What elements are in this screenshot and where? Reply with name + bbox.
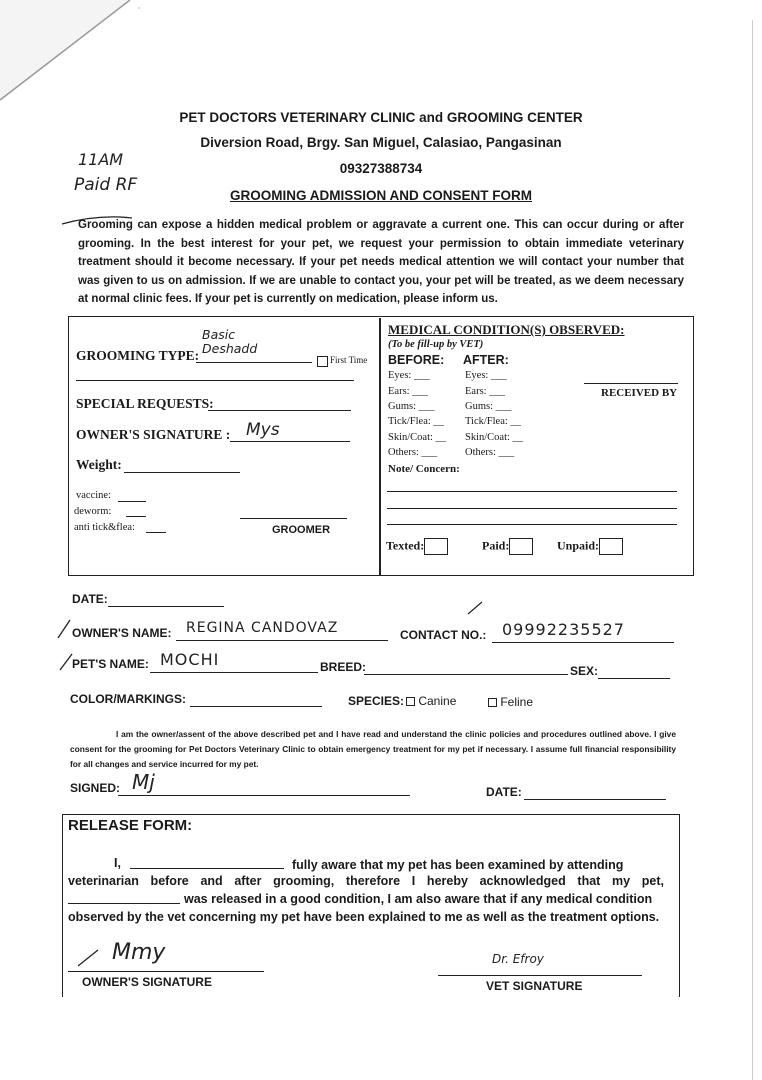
contact-value: 09992235527 xyxy=(502,620,625,639)
pets-name-value: MOCHI xyxy=(160,650,220,669)
after-others: Others: ___ xyxy=(465,447,515,458)
tick-mark-owner xyxy=(56,618,74,640)
first-time-checkbox[interactable] xyxy=(317,353,328,371)
contact-line[interactable] xyxy=(492,642,674,643)
form-title: GROOMING ADMISSION AND CONSENT FORM xyxy=(230,188,532,203)
contact-label: CONTACT NO.: xyxy=(400,628,487,642)
pets-name-label: PET'S NAME: xyxy=(72,657,149,671)
special-requests-label: SPECIAL REQUESTS: xyxy=(76,396,214,411)
owner-signature-line[interactable] xyxy=(230,441,350,442)
deworm-label: deworm: xyxy=(74,506,112,517)
release-name-line[interactable] xyxy=(130,868,284,869)
feline-checkbox[interactable] xyxy=(488,698,497,707)
breed-line[interactable] xyxy=(364,674,568,675)
release-i-label: I, xyxy=(114,856,121,870)
clinic-phone: 09327388734 xyxy=(339,161,423,176)
release-owner-signature-label: OWNER'S SIGNATURE xyxy=(82,975,212,989)
clinic-name: PET DOCTORS VETERINARY CLINIC and GROOMING CENTER xyxy=(179,110,583,125)
before-others: Others: ___ xyxy=(388,447,438,458)
species-label: SPECIES: xyxy=(348,694,405,708)
after-gums: Gums: ___ xyxy=(465,401,512,412)
paid-label: Paid: xyxy=(482,538,510,553)
medical-subtitle: (To be fill-up by VET) xyxy=(388,339,484,350)
check-mark xyxy=(466,600,486,616)
clinic-address: Diversion Road, Brgy. San Miguel, Calasiao, Pangasinan xyxy=(200,135,562,150)
after-ears: Ears: ___ xyxy=(465,386,505,397)
pets-name-line[interactable] xyxy=(150,672,318,673)
release-owner-line[interactable] xyxy=(68,971,264,972)
texted-label: Texted: xyxy=(386,538,425,553)
date-label: DATE: xyxy=(72,592,108,606)
texted-checkbox[interactable] xyxy=(424,538,448,555)
owner-name-line[interactable] xyxy=(176,640,388,641)
weight-label: Weight: xyxy=(76,457,122,472)
handwritten-paid-rf: Paid RF xyxy=(74,175,138,195)
vet-signature-label: VET SIGNATURE xyxy=(486,979,583,993)
groomer-label: GROOMER xyxy=(272,524,331,536)
anti-tick-label: anti tick&flea: xyxy=(74,522,135,533)
grooming-type-line-2[interactable] xyxy=(76,380,354,381)
unpaid-label: Unpaid: xyxy=(557,538,600,553)
special-requests-line[interactable] xyxy=(208,410,351,411)
medical-title: MEDICAL CONDITION(S) OBSERVED: xyxy=(388,322,625,337)
vaccine-line[interactable] xyxy=(118,501,146,502)
signed-label: SIGNED: xyxy=(70,781,121,795)
deworm-line[interactable] xyxy=(126,516,146,517)
feline-option[interactable] xyxy=(488,695,533,709)
canine-option[interactable] xyxy=(406,694,456,708)
first-time-label: First Time xyxy=(330,355,368,365)
before-tick-flea: Tick/Flea: __ xyxy=(388,416,444,427)
intro-paragraph: Grooming can expose a hidden medical problem or aggravate a current one. This can occur during or after grooming. In the best interest for your pet, we request your permission to obtain immediate veterinary treatment should it become necessary. If your pet needs medical attention we will contact your number that was given to us on admission. If we are unable to contact you, your pet will be treated, as we deem necessary at normal clinic fees. If your pet is currently on medication, please inform us. xyxy=(78,219,684,305)
after-skin-coat: Skin/Coat: __ xyxy=(465,432,524,443)
before-eyes: Eyes: ___ xyxy=(388,370,430,381)
pen-mark xyxy=(58,210,138,240)
before-ears: Ears: ___ xyxy=(388,386,428,397)
owner-signature-label: OWNER'S SIGNATURE : xyxy=(76,427,231,442)
box-divider xyxy=(379,318,381,575)
signed-value: Mj xyxy=(132,770,155,794)
canine-label: Canine xyxy=(418,694,457,708)
release-owner-signature-value: Mmy xyxy=(112,940,166,965)
sex-line[interactable] xyxy=(598,678,670,679)
handwritten-time: 11AM xyxy=(78,150,124,169)
signed-line[interactable] xyxy=(118,795,410,796)
after-tick-flea: Tick/Flea: __ xyxy=(465,416,521,427)
signed-date-label: DATE: xyxy=(486,785,522,799)
sex-label: SEX: xyxy=(570,664,599,678)
texted-field[interactable] xyxy=(386,538,448,555)
color-label: COLOR/MARKINGS: xyxy=(70,692,186,706)
note-line-1[interactable] xyxy=(387,491,677,492)
vet-signature-line[interactable] xyxy=(438,975,642,976)
release-line3: was released in a good condition, I am also aware that if any medical condition xyxy=(184,892,653,906)
owner-signature-value: Mys xyxy=(246,420,280,440)
signed-date-line[interactable] xyxy=(524,799,666,800)
date-line[interactable] xyxy=(108,606,224,607)
grooming-type-line[interactable] xyxy=(196,362,312,363)
consent-text: I am the owner/assent of the above described pet and I have read and understand the clinic policies and procedures outlined above. I give consent for the grooming for Pet Doctors Veterinary Clinic to obtain emergency treatment for my pet if necessary. I assume full financial responsibility for all changes and service incurred for my pet. xyxy=(70,729,676,769)
groomer-line[interactable] xyxy=(240,518,347,519)
after-eyes: Eyes: ___ xyxy=(465,370,507,381)
release-line2: veterinarian before and after grooming, therefore I hereby acknowledged that my pet, xyxy=(68,874,664,888)
paid-checkbox[interactable] xyxy=(509,538,533,555)
before-label: BEFORE: xyxy=(388,353,445,367)
anti-tick-line[interactable] xyxy=(146,532,166,533)
paid-field[interactable] xyxy=(482,538,533,555)
color-line[interactable] xyxy=(190,706,322,707)
unpaid-checkbox[interactable] xyxy=(599,538,623,555)
after-label: AFTER: xyxy=(463,353,509,367)
tick-mark-pet xyxy=(58,652,76,672)
release-pet-line[interactable] xyxy=(68,903,180,904)
tick-mark-release xyxy=(76,946,102,968)
grooming-type-label: GROOMING TYPE: xyxy=(76,348,200,363)
before-skin-coat: Skin/Coat: __ xyxy=(388,432,447,443)
scan-corner-fold xyxy=(0,0,140,110)
received-by-label: RECEIVED BY xyxy=(601,387,678,399)
feline-label: Feline xyxy=(500,695,534,709)
note-line-2[interactable] xyxy=(387,508,677,509)
note-concern-label: Note/ Concern: xyxy=(388,463,460,475)
release-title: RELEASE FORM: xyxy=(68,817,193,834)
grooming-type-value: Basic Deshadd xyxy=(202,327,258,356)
vet-signature-value: Dr. Efroy xyxy=(492,952,544,966)
release-line4: observed by the vet concerning my pet have been explained to me as well as the treatment options. xyxy=(68,910,660,924)
received-by-line[interactable] xyxy=(584,383,678,384)
weight-line[interactable] xyxy=(124,472,240,473)
owner-name-value: REGINA CANDOVAZ xyxy=(186,620,339,636)
owner-name-label: OWNER'S NAME: xyxy=(72,626,172,640)
scan-edge-right xyxy=(752,20,753,1080)
note-line-3[interactable] xyxy=(387,524,677,525)
release-line1: fully aware that my pet has been examined by attending xyxy=(292,858,624,872)
before-gums: Gums: ___ xyxy=(388,401,435,412)
vaccine-label: vaccine: xyxy=(76,490,111,501)
unpaid-field[interactable] xyxy=(557,538,623,555)
breed-label: BREED: xyxy=(320,660,367,674)
canine-checkbox[interactable] xyxy=(406,697,415,706)
